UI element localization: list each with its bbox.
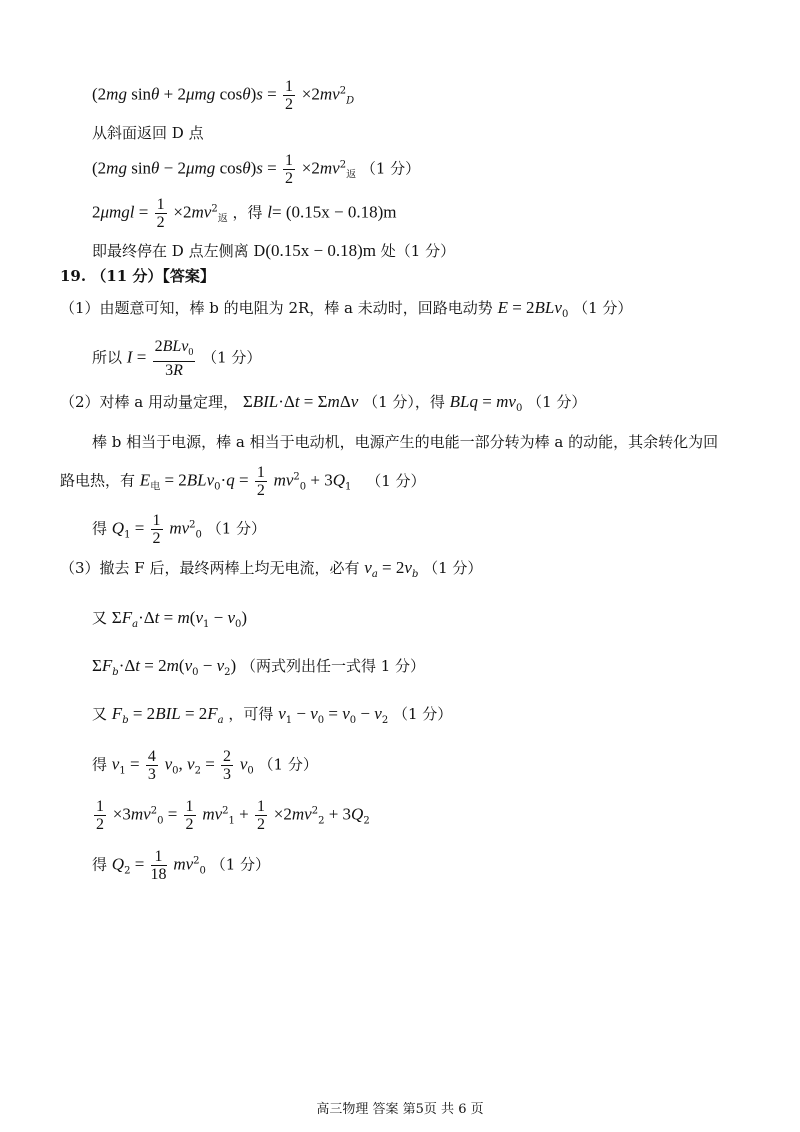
part3-momentum-a: 又 $\Sigma F_a\cdot\Delta t = m(v_1 - v_0)$ (92, 608, 248, 630)
score-note: （1 分） (573, 299, 633, 317)
score-note: （1 分） (210, 855, 270, 874)
text-fragment: ，得 (232, 203, 263, 222)
text-fragment: 又 (92, 705, 108, 723)
score-note: （1 分） (527, 393, 587, 411)
score-note: （1 分） (206, 519, 266, 538)
text-fragment: ，可得 (228, 705, 274, 723)
equation-line-1: (2mg sinθ + 2μmg cosθ)s = $\frac{1}{2}$ $\times 2mv^2_D$ (92, 78, 355, 113)
score-note: （1 分） (423, 559, 483, 577)
text-fragment: 又 (92, 609, 108, 627)
question-header: 19. （11 分）【答案】 (60, 267, 215, 285)
part2-result: 得 $Q_1$ = $\frac{1}{2}$ $mv^2_0$ （1 分） (92, 512, 266, 547)
score-note: （1 分） (366, 471, 426, 490)
score-note: （两式列出任一式得 1 分） (240, 657, 426, 675)
part3-result: 得 $Q_2$ = $\frac{1}{18}$ $mv^2_0$ （1 分） (92, 848, 270, 883)
text-line-2: 从斜面返回 D 点 (92, 124, 204, 142)
part3-momentum-b: $\Sigma F_b\cdot\Delta t = 2m(v_0 - v_2)$ （两式列出任一式得 1 分） (92, 656, 426, 678)
equation-line-3: (2mg sinθ − 2μmg cosθ)s = $\frac{1}{2}$ $\times 2mv^2_返$ （1 分） (92, 152, 421, 187)
score-note: （1 分） (360, 159, 421, 178)
part3-energy: $\frac{1}{2}$ $\times 3mv^2_0$ = $\frac{1}{2}$ $mv^2_1$ + $\frac{1}{2}$ $\times 2mv^2_2 + 3Q_2$ (96, 798, 370, 833)
part3-force: 又 $F_b = 2BIL = 2F_a$ ，可得 $v_1 - v_0 = v_0 - v_2$ （1 分） (92, 704, 453, 726)
text-fragment: 处（1 分） (376, 242, 456, 260)
part2-explanation: 棒 b 相当于电源，棒 a 相当于电动机，电源产生的电能一部分转为棒 a 的动能，其余转化为回 (92, 433, 719, 451)
part2-line: （2）对棒 a 用动量定理， ΣBIL·Δt = ΣmΔv （1 分），得 BLq = $mv_0$ （1 分） (60, 392, 587, 414)
part2-energy: 路电热，有 $E_电 = 2BLv_0\cdot q$ = $\frac{1}{2}$ $mv^2_0 + 3Q_1$ （1 分） (60, 464, 426, 499)
result-value: (0.15x − 0.18)m (265, 241, 376, 260)
text-fragment: 得 (92, 855, 108, 874)
score-note: （1 分），得 (363, 393, 445, 411)
text-fragment: （3）撤去 F 后，最终两棒上均无电流，必有 (60, 559, 360, 577)
score-note: （1 分） (202, 348, 262, 367)
part1-line: （1）由题意可知，棒 b 的电阻为 2R，棒 a 未动时，回路电动势 E = 2BLv$_0$ （1 分） (60, 298, 633, 320)
score-note: （1 分） (392, 705, 453, 723)
part1-current: 所以 I = $\frac{2BLv_0}{3R}$ （1 分） (92, 338, 262, 380)
equation-line-4: 2μmgl = $\frac{1}{2}$ $\times 2mv^2_返$ ，得 l= (0.15x − 0.18)m (92, 196, 397, 231)
text-fragment: 路电热，有 (60, 471, 136, 490)
result-value: = (0.15x − 0.18)m (272, 202, 397, 222)
text-fragment: 得 (92, 519, 108, 538)
page-footer: 高三物理 答案 第5页 共 6 页 (316, 1102, 484, 1117)
part3-velocities: 得 $v_1$ = $\frac{4}{3}$ $v_0$, $v_2$ = $\frac{2}{3}$ $v_0$ （1 分） (92, 748, 318, 783)
text-fragment: （1）由题意可知，棒 b 的电阻为 2R，棒 a 未动时，回路电动势 (60, 299, 493, 317)
part3-line: （3）撤去 F 后，最终两棒上均无电流，必有 $v_a = 2v_b$ （1 分） (60, 558, 483, 580)
text-line-5 (92, 241, 455, 261)
text-fragment: （2）对棒 a 用动量定理， (60, 393, 239, 411)
text-fragment: 即最终停在 D 点左侧离 D (92, 242, 266, 260)
text-fragment: 所以 (92, 348, 123, 367)
score-note: （1 分） (258, 755, 318, 774)
text-fragment: 得 (92, 755, 108, 774)
